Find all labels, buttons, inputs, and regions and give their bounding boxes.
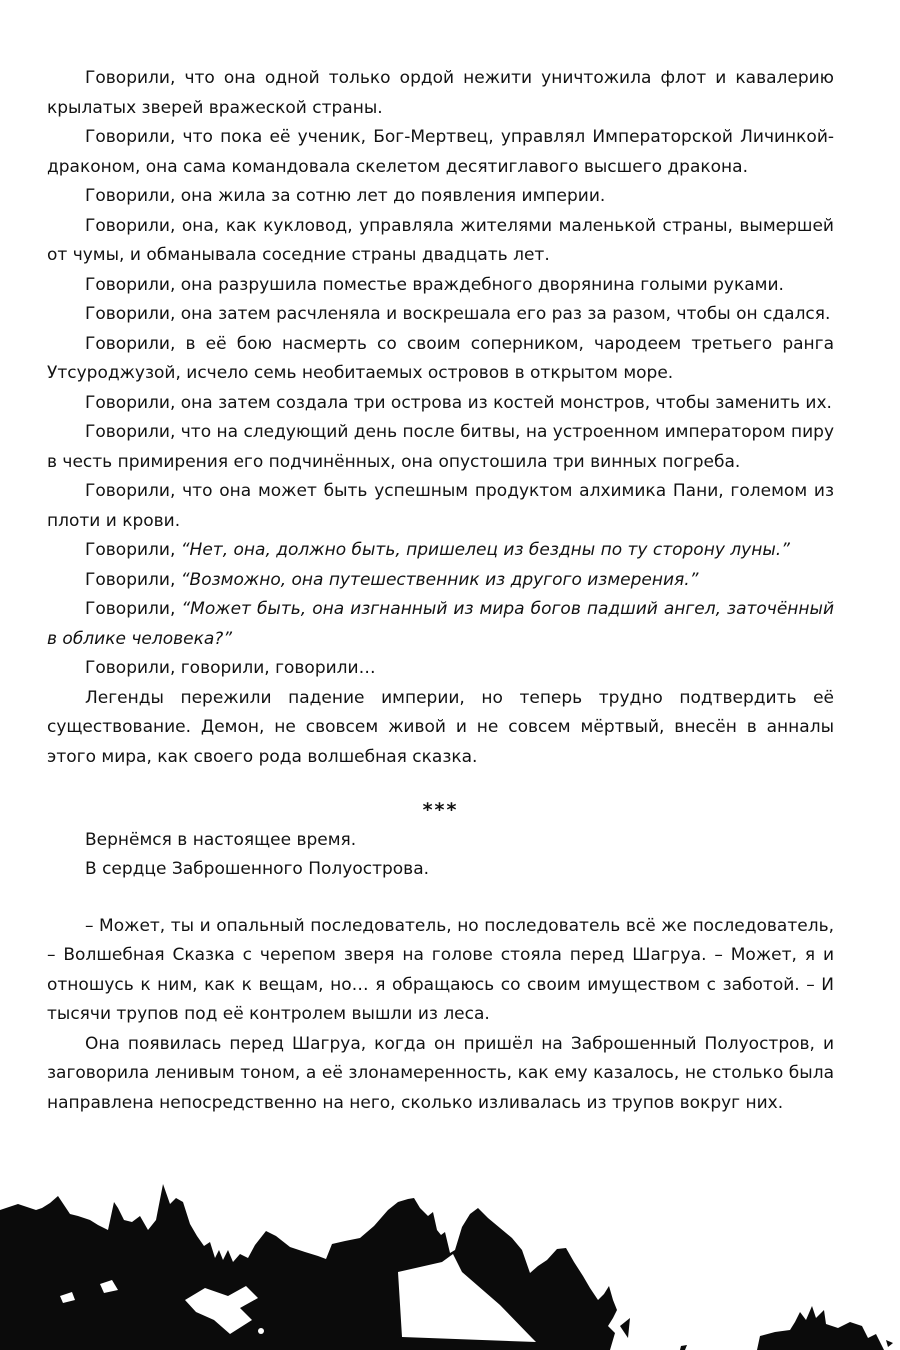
text-run: Говорили, она, как кукловод, управляла жителями маленькой страны, вымершей от чумы, и обманывала соседние страны двадцать лет. xyxy=(47,215,834,265)
paragraph xyxy=(47,684,834,773)
paragraph xyxy=(47,536,834,566)
quoted-text: “Нет, она, должно быть, пришелец из бездны по ту сторону луны.” xyxy=(180,540,790,560)
text-run: Говорили, она затем создала три острова из костей монстров, чтобы заменить их. xyxy=(85,392,832,413)
text-run: Говорили, говорили, говорили… xyxy=(85,658,376,678)
paragraph xyxy=(47,477,834,536)
paragraph xyxy=(47,182,834,212)
paragraph xyxy=(47,418,834,477)
paragraph xyxy=(47,64,834,123)
text-run: Легенды пережили падение империи, но теперь трудно подтвердить её существование. Демон, не свовсем живой и не совсем мёртвый, внесён в анналы этого мира, как своего рода волшебная сказка. xyxy=(47,687,834,767)
text-run: В сердце Заброшенного Полуострова. xyxy=(85,859,430,879)
text-run: Она появилась перед Шагруа, когда он пришёл на Заброшенный Полуостров, и заговорила ленивым тоном, а её злонамеренность, как ему казалось, не столько была направлена непосредственно на него, сколько изливалась из трупов вокруг них. xyxy=(47,1033,834,1113)
text-run: Вернёмся в настоящее время. xyxy=(85,829,357,850)
paragraph xyxy=(47,654,834,684)
text-run: *** xyxy=(422,799,459,821)
paragraph xyxy=(47,855,834,885)
section-separator xyxy=(47,796,834,826)
text-run: Говорили, xyxy=(85,599,182,619)
paragraph xyxy=(47,212,834,271)
text-run: Говорили, xyxy=(85,540,181,560)
text-run: Говорили, она жила за сотню лет до появления империи. xyxy=(85,186,606,206)
page-text xyxy=(47,64,834,1118)
text-run: – Может, ты и опальный последователь, но последователь всё же последователь, – Волшебная Сказка с черепом зверя на голове стояла перед Шагруа. – Может, я и отношусь к ним, как к вещам, но… я обращаюсь со своим имуществом с заботой. – И тысячи трупов под её контролем вышли из леса. xyxy=(47,915,834,1024)
text-run: Говорили, что пока её ученик, Бог-Мертвец, управлял Императорской Личинкой-драконом, она сама командовала скелетом десятиглавого высшего дракона. xyxy=(47,127,834,177)
quoted-text: “Возможно, она путешественник из другого измерения.” xyxy=(180,569,699,590)
paragraph xyxy=(47,271,834,301)
paragraph xyxy=(47,330,834,389)
paragraph xyxy=(47,123,834,182)
text-run: Говорили, она затем расчленяла и воскрешала его раз за разом, чтобы он сдался. xyxy=(85,304,831,324)
paragraph xyxy=(47,1030,834,1119)
text-run: Говорили, что она может быть успешным продуктом алхимика Пани, големом из плоти и крови. xyxy=(47,481,834,531)
paragraph xyxy=(47,912,834,1030)
paragraph xyxy=(47,566,834,596)
text-run: Говорили, что на следующий день после битвы, на устроенном императором пиру в честь примирения его подчинённых, она опустошила три винных погреба. xyxy=(47,422,834,472)
paragraph xyxy=(47,389,834,419)
paragraph xyxy=(47,826,834,856)
text-run: Говорили, xyxy=(85,569,181,590)
ink-splatter-artwork xyxy=(0,1150,900,1350)
text-run: Говорили, она разрушила поместье враждебного дворянина голыми руками. xyxy=(85,274,784,295)
paragraph xyxy=(47,595,834,654)
text-run: Говорили, что она одной только ордой нежити уничтожила флот и кавалерию крылатых зверей вражеской страны. xyxy=(47,68,834,118)
quoted-text: “Может быть, она изгнанный из мира богов падший ангел, заточённый в облике человека?” xyxy=(47,599,835,649)
text-run: Говорили, в её бою насмерть со своим соперником, чародеем третьего ранга Утсуроджузой, исчело семь необитаемых островов в открытом море. xyxy=(47,333,834,383)
paragraph xyxy=(47,300,834,330)
